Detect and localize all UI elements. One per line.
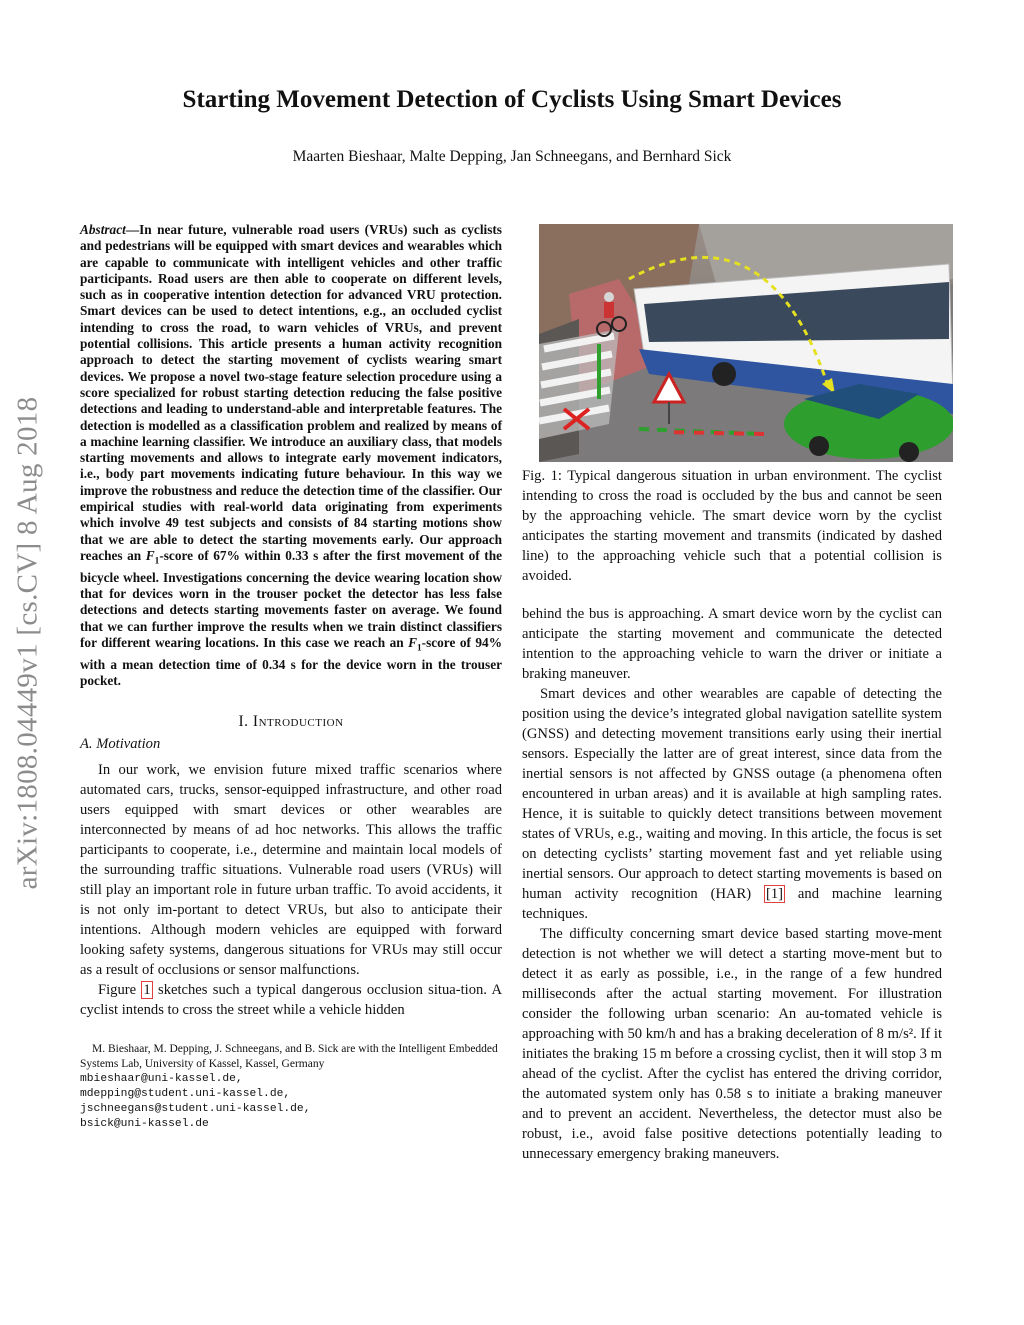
f1-symbol: F	[145, 547, 155, 563]
email-malte: mdepping@student.uni-kassel.de,	[80, 1087, 291, 1100]
email-jan: jschneegans@student.uni-kassel.de,	[80, 1102, 311, 1115]
footnote-text: M. Bieshaar, M. Depping, J. Schneegans, and B. Sick are with the Intelligent Embedded Systems Lab, University of Kassel, Kassel, Germany	[80, 1042, 498, 1070]
intro-paragraph-2-end: sketches such a typical dangerous occlusion situa-tion. A cyclist intends to cross the street while a vehicle hidden	[80, 981, 502, 1018]
left-column	[80, 222, 502, 1132]
section-heading	[80, 712, 502, 732]
figure-1-illustration	[539, 224, 953, 462]
subsection-heading: A. Motivation	[80, 735, 161, 752]
abstract	[80, 222, 502, 690]
intro-paragraph-1: In our work, we envision future mixed traffic scenarios where automated cars, trucks, sensor-equipped infrastructure, and other road users equipped with smart devices or other wearables are interconnected by means of ad hoc networks. This allows the traffic participants to cooperate, i.e., determine and maintain local models of the surrounding traffic situations. Vulnerable road users (VRUs) will still play an important role in future urban traffic. To avoid accidents, it is not only im-portant to detect VRUs, but also to anticipate their intentions. Although modern vehicles are equipped with forward looking safety systems, dangerous situations for VRUs may still occur as a result of occlusions or sensor malfunctions.	[80, 761, 502, 978]
figure-caption: Fig. 1: Typical dangerous situation in urban environment. The cyclist intending to cross the road is occluded by the bus and cannot be seen by the approaching vehicle. The smart device worn by the cyclist anticipates the starting movement and transmits (indicated by dashed line) to the approaching vehicle such that a potential collision is avoided.	[522, 468, 942, 584]
f1-symbol-2: F	[408, 635, 417, 651]
arxiv-identifier	[8, 355, 48, 930]
right-paragraph-3: The difficulty concerning smart device based starting move-ment detection is not whether we will detect a starting move-ment but to detect it as early as possible, i.e., in the range of a few hundred milliseconds after the actual starting movement. For illustration consider the following urban scenario: An au-tomated vehicle is approaching with 50 km/h and has a braking deceleration of 8 m/s². If it initiates the braking 15 m before a crossing cyclist, then it will stop 3 m ahead of the cyclist. After the cyclist has entered the driving corridor, the automated system only has 0.58 s to initiate a braking maneuver and to prevent an accident. Nevertheless, the detector must also be robust, i.e., avoid false positive detections potentially leading to unnecessary emergency braking maneuvers.	[522, 926, 942, 1162]
abstract-text-2: -score of 67% within 0.33 s after the first movement of the bicycle wheel. Investigations concerning the device wearing location show that for devices worn in the trouser pocket the detector has less false detections and detects starting movements faster on average. We found that we can further improve the results when we train distinct classifiers for different wearing locations. In this case we reach an	[80, 547, 503, 651]
right-paragraph-1: behind the bus is approaching. A smart device worn by the cyclist can anticipate the starting movement and communicate the detected intention to the approaching vehicle to warn the driver or initiate a braking maneuver.	[522, 606, 942, 682]
traffic-scene-graphic	[539, 224, 953, 462]
figure-reference-link[interactable]: 1	[143, 981, 151, 998]
f1-subscript-2: 1	[416, 643, 422, 654]
section-title: Introduction	[252, 712, 344, 730]
author-affiliation-footnote	[80, 1042, 502, 1132]
intro-paragraph-2	[80, 980, 502, 1020]
citation-link[interactable]: [1]	[766, 886, 784, 902]
right-paragraph-2	[522, 684, 942, 924]
right-paragraph-2-end: and machine learning techniques.	[522, 886, 943, 922]
email-bernhard: bsick@uni-kassel.de	[80, 1117, 209, 1130]
paper-title: Starting Movement Detection of Cyclists Using Smart Devices	[182, 86, 842, 113]
arxiv-identifier-text: arXiv:1808.04449v1 [cs.CV] 8 Aug 2018	[11, 396, 44, 889]
author-list: Maarten Bieshaar, Malte Depping, Jan Schneegans, and Bernhard Sick	[292, 148, 732, 165]
right-paragraph-2-start: Smart devices and other wearables are capable of detecting the position using the device’s integrated global navigation satellite system (GNSS) and detecting movement transitions early using their inertial sensors. Especially the latter are of great interest, since data from the inertial sensors is not affected by GNSS outage (a phenomena often encountered in urban areas) and it is available at high sampling rates. Hence, it is suitable to quickly detect transitions between movement states of VRUs, e.g., waiting and moving. In this article, the focus is set on detecting cyclists’ starting movement fast and yet reliable using inertial sensors. Our approach to detect starting movements is based on human activity recognition (HAR)	[522, 686, 942, 902]
right-column	[522, 466, 942, 1164]
f1-subscript: 1	[154, 556, 160, 567]
email-maarten: mbieshaar@uni-kassel.de,	[80, 1072, 243, 1085]
abstract-text-3: -score of 94% with a mean detection time of 0.34 s for the device worn in the trouser pocket.	[80, 635, 502, 689]
abstract-text-1: —In near future, vulnerable road users (VRUs) such as cyclists and pedestrians will be equipped with smart devices and wearables which are capable to communicate with intelligent vehicles and other traffic participants. Road users are then able to cooperate on different levels, such as in cooperative intention detection for advanced VRU protection. Smart devices can be used to detect intentions, e.g., an occluded cyclist intending to cross the road, to warn vehicles of VRUs, and prevent potential collisions. This article presents a human activity recognition approach to detect the starting movement of cyclists wearing smart devices. We propose a novel two-stage feature selection procedure using a score specialized for robust starting detection reducing the false positive detections and leading to understand-able and interpretable features. The detection is modelled as a classification problem and realized by means of a machine learning classifier. We introduce an auxiliary class, that models starting movements and allows to integrate early movement indicators, i.e., body part movements indicating future behaviour. In this way we improve the robustness and reduce the detection time of the classifier. Our empirical studies with real-world data originating from experiments which involve 49 test subjects and consists of 84 starting motions show that we are able to detect the starting movements early. Our approach reaches an	[80, 222, 502, 563]
intro-paragraph-2-start: Figure	[98, 981, 142, 998]
abstract-label: Abstract	[80, 222, 126, 237]
section-number: I.	[238, 712, 249, 730]
